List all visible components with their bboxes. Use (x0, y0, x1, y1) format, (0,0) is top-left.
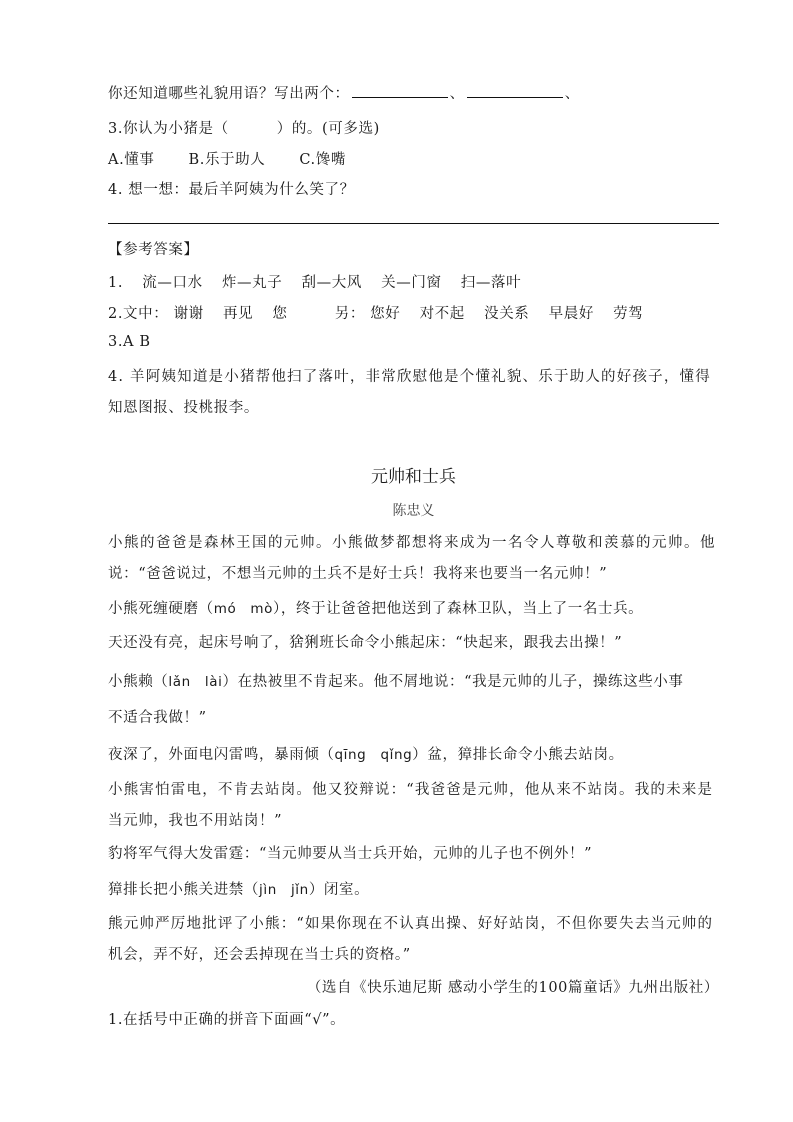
question-part2-1: 1.在括号中正确的拼音下面画“√”。 (108, 1012, 346, 1028)
answer-1-pair: 扫—落叶 (460, 275, 522, 291)
answer-4-line-1: 4. 羊阿姨知道是小猪帮他扫了落叶，非常欣慰他是个懂礼貌、乐于助人的好孩子，懂得 (108, 369, 711, 385)
option-b: B.乐于助人 (188, 152, 266, 168)
text: ）闭室。 (308, 882, 370, 898)
question-3 (108, 117, 380, 138)
answer-2-word: 早晨好 (548, 306, 594, 322)
story-paragraph-1-line-1: 小熊的爸爸是森林王国的元帅。小熊做梦都想将来成为一名令人尊敬和羡慕的元帅。他 (108, 535, 716, 551)
option-a: A.懂事 (108, 152, 155, 168)
question-3-options (108, 148, 380, 169)
question-2-followup (108, 82, 580, 103)
answer-1-label: 1. (108, 275, 124, 291)
text: 獐排长把小熊关进禁（ (108, 882, 259, 898)
question-text: 你还知道哪些礼貌用语？写出两个： (108, 86, 350, 102)
answer-2-word: 谢谢 (173, 306, 204, 322)
story-paragraph-4-line-1 (108, 670, 683, 691)
text: ），终于让爸爸把他送到了森林卫队，当上了一名士兵。 (273, 601, 644, 617)
text: 夜深了，外面电闪雷鸣，暴雨倾（ (108, 747, 335, 763)
answers-heading: 【参考答案】 (108, 242, 199, 258)
story-paragraph-6-line-2: 当元帅，我也不用站岗！” (108, 813, 283, 829)
answer-4-line-2: 知恩图报、投桃报李。 (108, 400, 259, 416)
answer-1-pair: 关—门窗 (381, 275, 442, 291)
separator: 、 (564, 86, 580, 102)
story-paragraph-5 (108, 743, 624, 764)
option-c: C.馋嘴 (299, 152, 346, 168)
story-paragraph-9-line-1: 熊元帅严厉地批评了小熊：“如果你现在不认真出操、好好站岗，不但你要失去当元帅的 (108, 916, 714, 932)
story-paragraph-7: 豹将军气得大发雷霆：“当元帅要从当士兵开始，元帅的儿子也不例外！” (108, 846, 593, 862)
question-3-prefix: 3.你认为小猪是（ (108, 121, 229, 137)
text: ）在热被里不肯起来。他不屑地说：“我是元帅的儿子，操练这些小事 (222, 674, 684, 690)
answer-1-pair: 炸—丸子 (221, 275, 283, 291)
section-divider (108, 223, 719, 224)
answer-1-pair: 刮—大风 (301, 275, 362, 291)
text: 小熊死缠硬磨（ (108, 601, 214, 617)
pinyin-options[interactable]: qīng qǐng (334, 747, 413, 763)
answer-2-word: 您好 (370, 306, 401, 322)
story-paragraph-8 (108, 878, 369, 899)
answer-1 (108, 271, 521, 292)
pinyin-options[interactable]: mó mò (213, 601, 274, 617)
answer-blank-1[interactable] (352, 85, 448, 98)
story-title: 元帅和士兵 (371, 467, 456, 487)
story-paragraph-1-line-2: 说：“爸爸说过，不想当元帅的土兵不是好士兵！我将来也要当一名元帅！” (108, 566, 608, 582)
pinyin-options[interactable]: jìn jǐn (259, 882, 309, 898)
question-4: 4. 想一想：最后羊阿姨为什么笑了？ (108, 182, 355, 198)
pinyin-options[interactable]: lǎn lài (168, 674, 223, 690)
answer-2-word: 对不起 (419, 306, 465, 322)
story-author: 陈忠义 (392, 503, 435, 519)
answer-3: 3.A B (108, 334, 151, 350)
story-paragraph-2 (108, 597, 643, 618)
separator: 、 (449, 86, 465, 102)
answer-2-other-label: 另： (334, 306, 365, 322)
answer-2-word: 您 (272, 306, 288, 322)
text: 小熊赖（ (108, 674, 169, 690)
answer-2 (108, 302, 643, 323)
answer-blank-2[interactable] (467, 85, 563, 98)
story-paragraph-9-line-2: 机会，弄不好，还会丢掉现在当士兵的资格。” (108, 947, 411, 963)
story-paragraph-4-line-2: 不适合我做！” (108, 710, 207, 726)
answer-2-word: 没关系 (484, 306, 530, 322)
answer-1-pair: 流—口水 (142, 275, 203, 291)
answer-2-label: 2.文中： (108, 306, 169, 322)
answer-2-word: 劳驾 (613, 306, 644, 322)
question-3-suffix: ）的。(可多选) (276, 121, 380, 137)
answer-2-word: 再见 (222, 306, 254, 322)
story-source: （选自《快乐迪尼斯 感动小学生的100篇童话》九州出版社） (306, 980, 719, 996)
story-paragraph-6-line-1: 小熊害怕雷电，不肯去站岗。他又狡辩说：“我爸爸是元帅，他从来不站岗。我的未来是 (108, 782, 714, 798)
story-paragraph-3: 天还没有亮，起床号响了，猞猁班长命令小熊起床：“快起来，跟我去出操！” (108, 635, 623, 651)
text: ）盆，獐排长命令小熊去站岗。 (412, 747, 624, 763)
